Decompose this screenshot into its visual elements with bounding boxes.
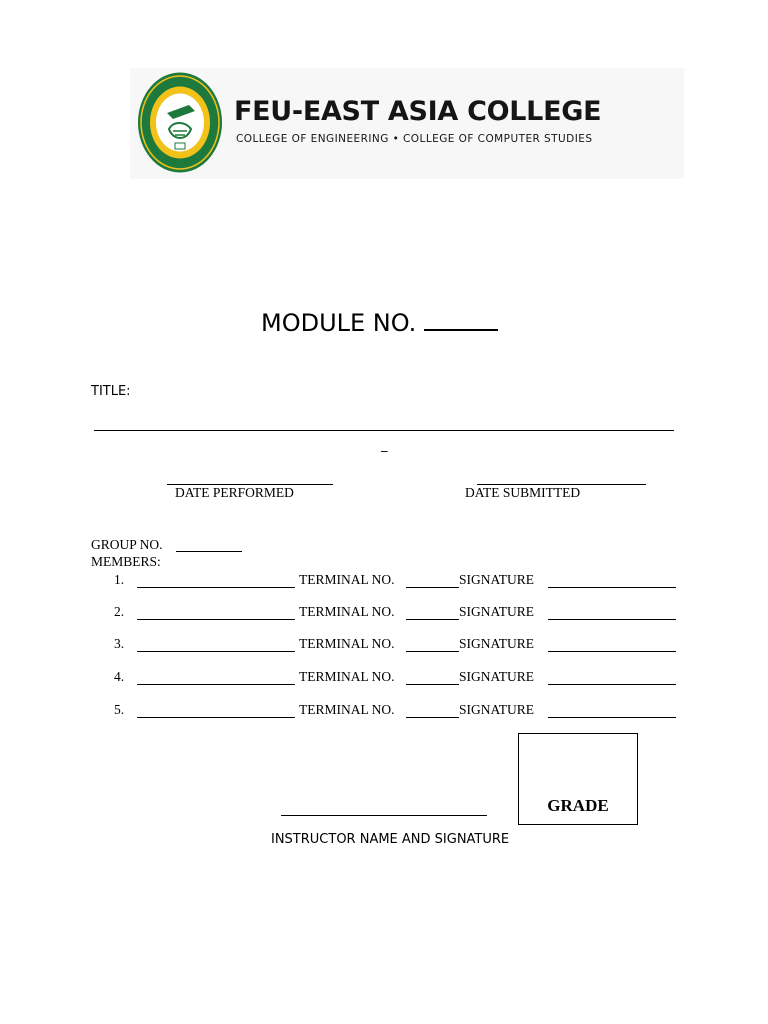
group-number-line[interactable] bbox=[176, 551, 242, 552]
group-number-label: GROUP NO. bbox=[91, 537, 163, 552]
member-name-line[interactable] bbox=[137, 717, 295, 718]
signature-line[interactable] bbox=[548, 717, 676, 718]
module-number-label: MODULE NO. bbox=[261, 309, 417, 337]
signature-line[interactable] bbox=[548, 651, 676, 652]
signature-label: SIGNATURE bbox=[459, 572, 535, 587]
member-row bbox=[114, 636, 678, 654]
terminal-number-line[interactable] bbox=[406, 619, 459, 620]
terminal-number-line[interactable] bbox=[406, 651, 459, 652]
signature-label: SIGNATURE bbox=[459, 604, 535, 619]
college-name: FEU-EAST ASIA COLLEGE bbox=[234, 96, 602, 127]
terminal-label: TERMINAL NO. bbox=[299, 572, 395, 587]
signature-line[interactable] bbox=[548, 684, 676, 685]
members-label: MEMBERS: bbox=[91, 554, 161, 569]
terminal-number-line[interactable] bbox=[406, 587, 459, 588]
member-number: 1. bbox=[114, 572, 125, 587]
terminal-number-line[interactable] bbox=[406, 717, 459, 718]
college-subtitle: COLLEGE OF ENGINEERING • COLLEGE OF COMPUTER STUDIES bbox=[236, 133, 593, 145]
date-submitted-label: DATE SUBMITTED bbox=[465, 485, 581, 500]
college-header-banner bbox=[130, 68, 684, 179]
member-row bbox=[114, 702, 678, 720]
terminal-label: TERMINAL NO. bbox=[299, 636, 395, 651]
member-name-line[interactable] bbox=[137, 684, 295, 685]
terminal-label: TERMINAL NO. bbox=[299, 702, 395, 717]
signature-line[interactable] bbox=[548, 619, 676, 620]
grade-label: GRADE bbox=[547, 796, 609, 815]
member-name-line[interactable] bbox=[137, 587, 295, 588]
module-number-heading bbox=[261, 307, 498, 338]
member-number: 4. bbox=[114, 669, 125, 684]
terminal-label: TERMINAL NO. bbox=[299, 669, 395, 684]
college-seal-logo bbox=[137, 71, 223, 174]
signature-label: SIGNATURE bbox=[459, 636, 535, 651]
member-name-line[interactable] bbox=[137, 651, 295, 652]
signature-line[interactable] bbox=[548, 587, 676, 588]
title-label: TITLE: bbox=[91, 384, 131, 399]
member-number: 2. bbox=[114, 604, 125, 619]
instructor-signature-line[interactable] bbox=[281, 815, 487, 816]
grade-box[interactable] bbox=[518, 733, 638, 825]
terminal-label: TERMINAL NO. bbox=[299, 604, 395, 619]
module-number-blank[interactable] bbox=[424, 307, 498, 331]
signature-label: SIGNATURE bbox=[459, 702, 535, 717]
member-name-line[interactable] bbox=[137, 619, 295, 620]
terminal-number-line[interactable] bbox=[406, 684, 459, 685]
signature-label: SIGNATURE bbox=[459, 669, 535, 684]
instructor-label: INSTRUCTOR NAME AND SIGNATURE bbox=[271, 832, 510, 847]
member-number: 3. bbox=[114, 636, 125, 651]
member-row bbox=[114, 669, 678, 687]
member-row bbox=[114, 572, 678, 590]
date-performed-label: DATE PERFORMED bbox=[175, 485, 294, 500]
member-row bbox=[114, 604, 678, 622]
title-line[interactable] bbox=[94, 430, 674, 431]
title-line-continuation: _ bbox=[381, 438, 388, 453]
member-number: 5. bbox=[114, 702, 125, 717]
